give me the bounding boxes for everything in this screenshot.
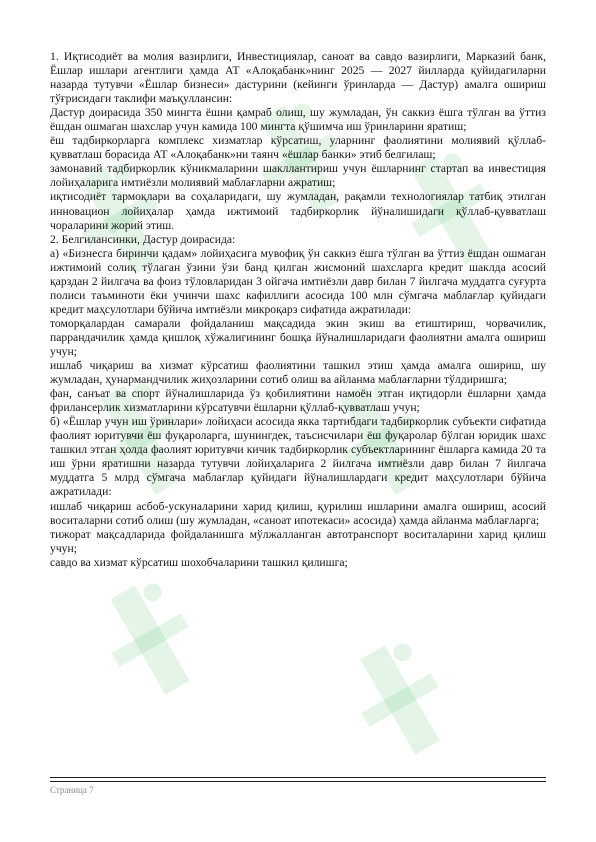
- paragraph-10: фан, санъат ва спорт йўналишларида ўз қобилиятини намоён этган иқтидорли ёшларни ҳамда фрилансерлик хизматларини кўрсатувчи ёшларни қўллаб-қувватлаш учун;: [50, 387, 546, 415]
- page-number: Страница 7: [50, 785, 94, 795]
- paragraph-8: томорқалардан самарали фойдаланиш мақсадида экин экиш ва етиштириш, чорвачилик, паррандачилик ҳамда қишлоқ хўжалигининг бошқа йўналишларидаги фаолиятни амалга ошириш учун;: [50, 316, 546, 358]
- watermark-mark: [88, 572, 212, 707]
- paragraph-14: савдо ва хизмат кўрсатиш шохобчаларини ташкил қилишга;: [50, 555, 348, 569]
- paragraph-12: ишлаб чиқариш асбоб-ускуналарини харид қилиш, қурилиш ишларини амалга ошириш, асосий воситаларни сотиб олиш (шу жумладан, «саноат ипотекаси» асосида) ҳамда айланма маблағларга;: [50, 499, 546, 527]
- paragraph-13: тижорат мақсадларида фойдаланишга мўлжалланган автотранспорт воситаларини харид қилиш учун;: [50, 527, 546, 555]
- watermark-mark: [338, 632, 462, 767]
- footer-rule-thin: [50, 781, 546, 782]
- paragraph-7: а) «Бизнесга биринчи қадам» лойиҳасига мувофиқ ўн саккиз ёшга тўлган ва ўттиз ёшдан ошмаган ижтимоий солиқ тўлаган ўзини ўзи банд қилган жисмоний шахсларга кредит шаклда асосий қарздан 2 йилгача ва фоиз тўловларидан 3 ойгача имтиёзли давр билан 7 йилгача муддатга суғурта полиси таъминоти ёки учинчи шахс кафиллиги асосида 100 млн сўмгача маблағлар қуйидаги кредит маҳсулотлари бўйича имтиёзли микроқарз сифатида ажратилади:: [50, 246, 546, 316]
- paragraph-3: ёш тадбиркорларга комплекс хизматлар кўрсатиш, уларнинг фаолиятини молиявий қўллаб-қувватлаш борасида АТ «Алоқабанк»ни таянч «ёшлар банки» этиб белгилаш;: [50, 134, 546, 162]
- paragraph-11: б) «Ёшлар учун иш ўринлари» лойиҳаси асосида якка тартибдаги тадбиркорлик субъекти сифатида фаолият юритувчи ёш фуқароларга, шунингдек, таъсисчилари ёш фуқаролар бўлган юридик шахс ташкил этган ҳолда фаолият юритувчи кичик тадбиркорлик субъектларининг ёшларга камида 20 та иш ўрни яратишни назарда тутувчи лойиҳаларига 2 йилгача имтиёзли давр билан 7 йилгача муддатга 5 млрд сўмгача маблағлар қуйидаги йўналишлардаги кредит маҳсулотлари бўйича ажратилади:: [50, 415, 546, 499]
- paragraph-2: Дастур доирасида 350 мингта ёшни қамраб олиш, шу жумладан, ўн саккиз ёшга тўлган ва ўттиз ёшдан ошмаган шахслар учун камида 100 мингта қўшимча иш ўринларини яратиш;: [50, 106, 546, 134]
- footer-rule: [50, 777, 546, 778]
- paragraph-9: ишлаб чиқариш ва хизмат кўрсатиш фаолиятини ташкил этиш ҳамда амалга ошириш, шу жумладан, ҳунармандчилик жиҳозларини сотиб олиш ва айланма маблағларни тўлдиришга;: [50, 359, 546, 387]
- paragraph-5: иқтисодиёт тармоқлари ва соҳаларидаги, шу жумладан, рақамли технологиялар татбиқ этилган инновацион лойиҳалар ҳамда ижтимоий тадбиркорлик йўналишидаги қўллаб-қувватлаш чораларини жорий этиш.: [50, 190, 546, 232]
- document-body: [50, 50, 546, 570]
- paragraph-6: 2. Белгилансинки, Дастур доирасида:: [50, 232, 236, 246]
- paragraph-4: замонавий тадбиркорлик кўникмаларини шакллантириш учун ёшларнинг стартап ва инвестиция лойиҳаларига имтиёзли молиявий маблағларни ажратиш;: [50, 162, 546, 190]
- paragraph-1: 1. Иқтисодиёт ва молия вазирлиги, Инвестициялар, саноат ва савдо вазирлиги, Марказий банк, Ёшлар ишлари агентлиги ҳамда АТ «Алоқабанк»нинг 2025 — 2027 йилларда қуйидагиларни назарда тутувчи «Ёшлар бизнеси» дастурини (кейинги ўринларда — Дастур) амалга ошириш тўғрисидаги таклифи маъқуллансин:: [50, 50, 546, 106]
